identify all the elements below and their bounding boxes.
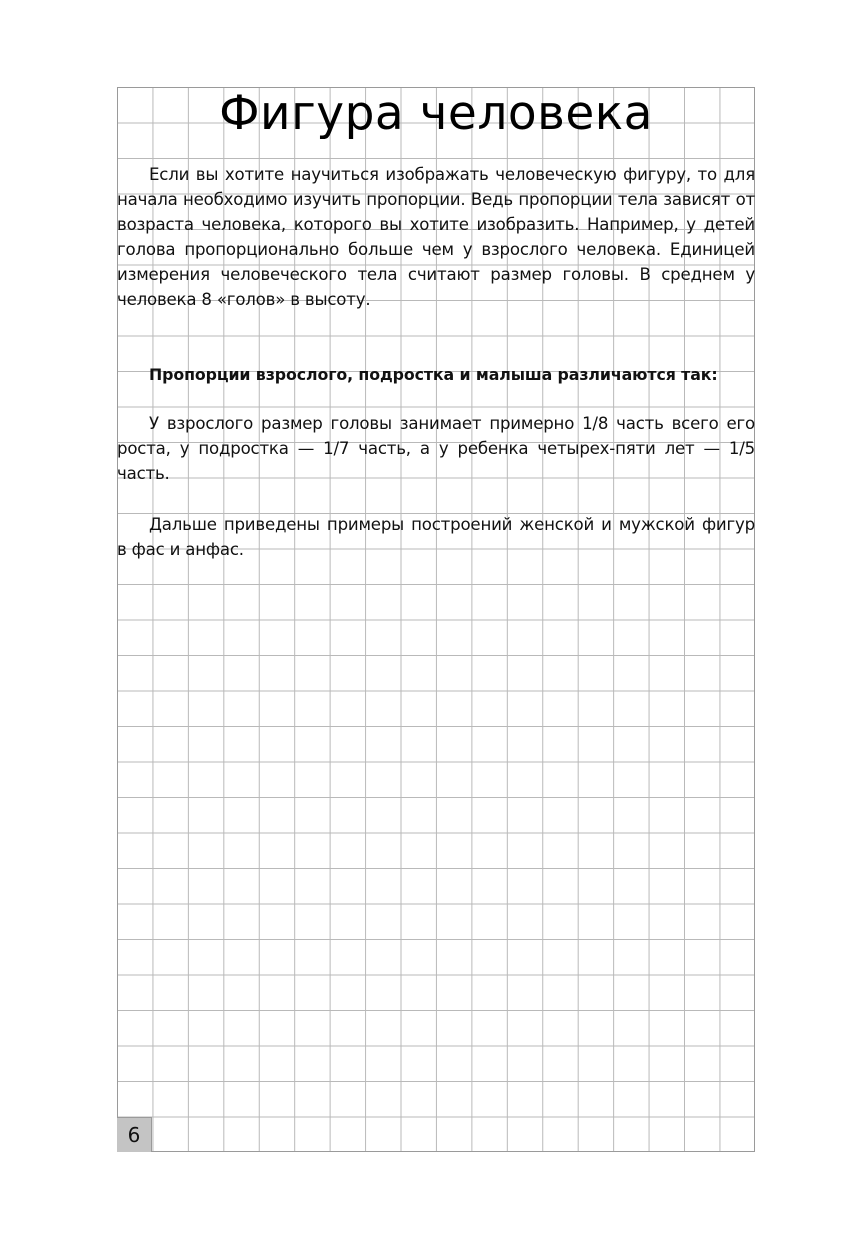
page-number: 6 — [117, 1117, 152, 1152]
proportions-heading: Пропорции взрослого, подростка и малыша различаются так: — [149, 365, 718, 384]
examples-paragraph: Дальше приведены примеры построений женской и мужской фигур в фас и анфас. — [117, 515, 755, 559]
proportions-paragraph: У взрослого размер головы занимает примерно 1/8 часть всего его роста, у подростка — 1/7 часть, а у ребенка четырех-пяти лет — 1/5 часть. — [117, 414, 755, 483]
page-title: Фигура человека — [219, 86, 653, 141]
intro-paragraph: Если вы хотите научиться изображать человеческую фигуру, то для начала необходимо изучить пропорции. Ведь пропорции тела зависят от возраста человека, которого вы хотите изобразить. Например, у детей голова пропорционально больше чем у взрослого человека. Единицей измерения человеческого тела считают размер головы. В среднем у человека 8 «голов» в высоту. — [117, 165, 755, 309]
